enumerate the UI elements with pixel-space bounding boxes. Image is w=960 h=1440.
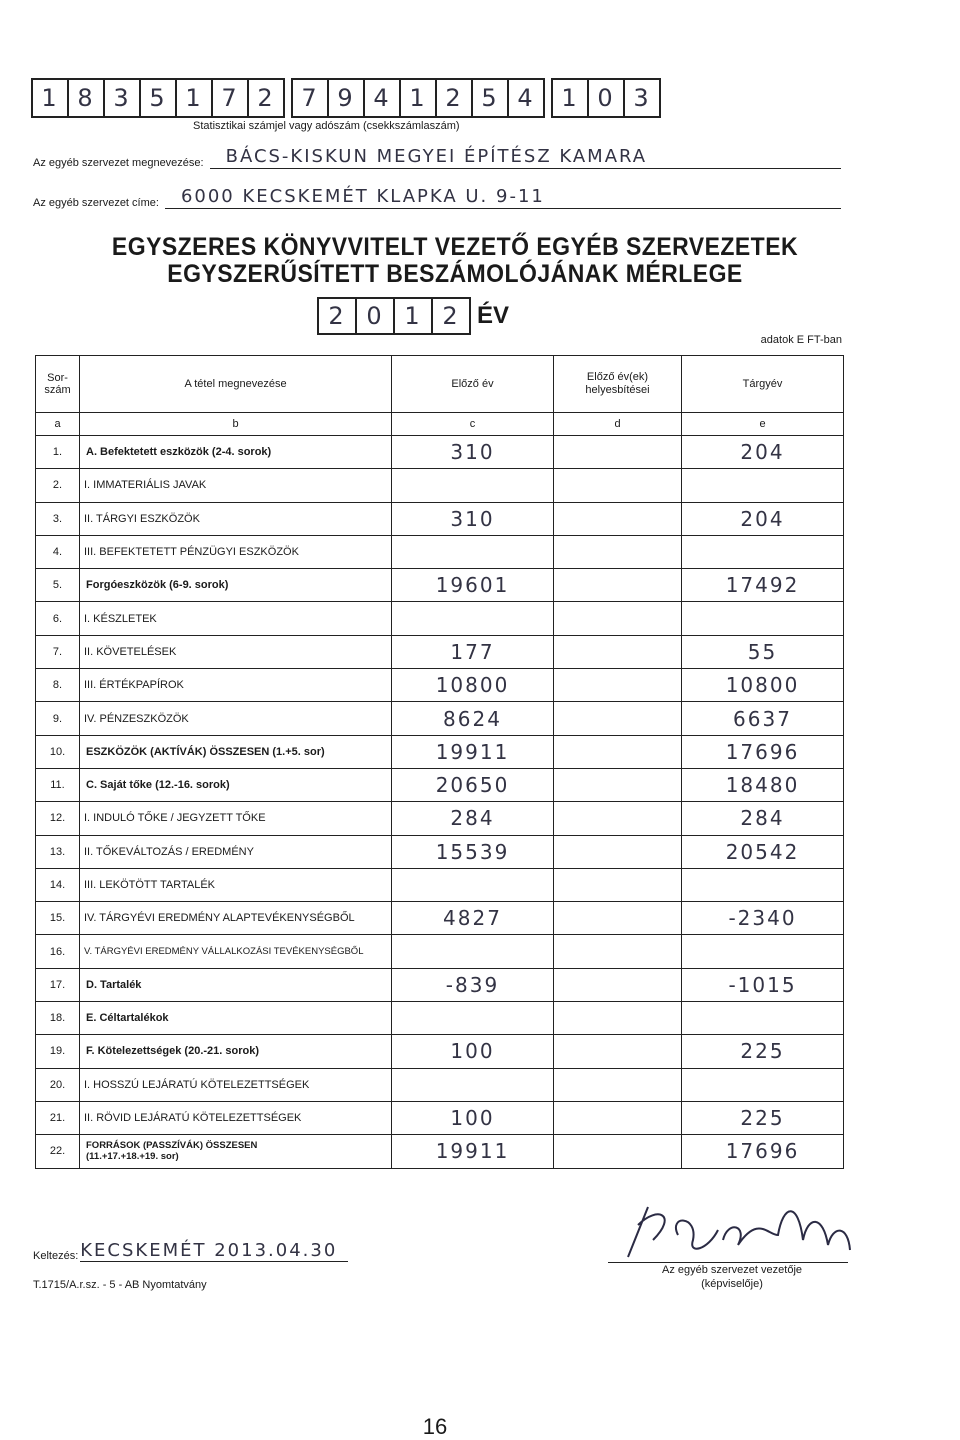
org-address-row	[33, 186, 841, 209]
row-previous-year-value: 4827	[392, 902, 554, 935]
row-previous-year-value: 100	[392, 1101, 554, 1134]
table-row	[36, 1035, 844, 1068]
tax-id-digit: 2	[435, 78, 473, 118]
row-adjustment-value	[554, 1135, 682, 1168]
tax-id-digit: 8	[67, 78, 105, 118]
table-row	[36, 635, 844, 668]
row-adjustment-value	[554, 669, 682, 702]
column-letter: a	[36, 413, 80, 436]
row-current-year-value: 225	[682, 1035, 844, 1068]
row-adjustment-value	[554, 902, 682, 935]
tax-id-caption: Statisztikai számjel vagy adószám (csekkszámlaszám)	[193, 120, 460, 132]
row-adjustment-value	[554, 436, 682, 469]
row-previous-year-value	[392, 868, 554, 901]
row-current-year-value: 55	[682, 635, 844, 668]
row-current-year-value	[682, 535, 844, 568]
row-previous-year-value	[392, 1002, 554, 1035]
row-adjustment-value	[554, 802, 682, 835]
row-previous-year-value: -839	[392, 968, 554, 1001]
table-row	[36, 802, 844, 835]
tax-id-digit: 1	[31, 78, 69, 118]
row-current-year-value: 20542	[682, 835, 844, 868]
row-current-year-value	[682, 1002, 844, 1035]
row-number: 1.	[36, 436, 80, 469]
row-item-name: II. RÖVID LEJÁRATÚ KÖTELEZETTSÉGEK	[80, 1101, 392, 1134]
column-letter: e	[682, 413, 844, 436]
row-current-year-value: -1015	[682, 968, 844, 1001]
row-number: 4.	[36, 535, 80, 568]
date-value: KECSKEMÉT 2013.04.30	[80, 1240, 348, 1262]
org-address-label: Az egyéb szervezet címe:	[33, 197, 159, 209]
table-row	[36, 835, 844, 868]
row-adjustment-value	[554, 868, 682, 901]
column-letter: d	[554, 413, 682, 436]
row-current-year-value	[682, 868, 844, 901]
tax-id-digit: 4	[363, 78, 401, 118]
row-current-year-value: -2340	[682, 902, 844, 935]
row-adjustment-value	[554, 469, 682, 502]
table-row	[36, 669, 844, 702]
row-item-name: F. Kötelezettségek (20.-21. sorok)	[80, 1035, 392, 1068]
row-item-name: II. TŐKEVÁLTOZÁS / EREDMÉNY	[80, 835, 392, 868]
row-item-name: III. BEFEKTETETT PÉNZÜGYI ESZKÖZÖK	[80, 535, 392, 568]
year-digits	[319, 297, 471, 335]
row-number: 7.	[36, 635, 80, 668]
row-item-name: I. KÉSZLETEK	[80, 602, 392, 635]
year-suffix: ÉV	[477, 302, 510, 329]
row-number: 17.	[36, 968, 80, 1001]
row-current-year-value: 17696	[682, 1135, 844, 1168]
balance-sheet-table	[35, 355, 844, 1169]
tax-id-digit: 1	[175, 78, 213, 118]
row-item-name: III. LEKÖTÖTT TARTALÉK	[80, 868, 392, 901]
row-previous-year-value: 8624	[392, 702, 554, 735]
row-current-year-value: 225	[682, 1101, 844, 1134]
row-number: 6.	[36, 602, 80, 635]
header-row	[36, 356, 844, 413]
row-item-name: ESZKÖZÖK (AKTÍVÁK) ÖSSZESEN (1.+5. sor)	[80, 735, 392, 768]
row-item-name: I. IMMATERIÁLIS JAVAK	[80, 469, 392, 502]
document-title-line1: EGYSZERES KÖNYVVITELT VEZETŐ EGYÉB SZERVEZETEK	[111, 233, 799, 261]
row-current-year-value: 17696	[682, 735, 844, 768]
tax-id-digit: 1	[551, 78, 589, 118]
org-address-value: 6000 KECSKEMÉT KLAPKA U. 9-11	[165, 186, 841, 209]
row-previous-year-value: 10800	[392, 669, 554, 702]
row-item-name: C. Saját tőke (12.-16. sorok)	[80, 768, 392, 801]
row-current-year-value: 284	[682, 802, 844, 835]
row-number: 2.	[36, 469, 80, 502]
table-row	[36, 702, 844, 735]
header-sorszam: Sor- szám	[36, 356, 80, 413]
table-row	[36, 569, 844, 602]
tax-id-digit: 4	[507, 78, 545, 118]
row-adjustment-value	[554, 569, 682, 602]
row-adjustment-value	[554, 768, 682, 801]
row-item-name: E. Céltartalékok	[80, 1002, 392, 1035]
row-number: 11.	[36, 768, 80, 801]
table-row	[36, 768, 844, 801]
row-number: 12.	[36, 802, 80, 835]
row-item-name: III. ÉRTÉKPAPÍROK	[80, 669, 392, 702]
tax-id-digit: 9	[327, 78, 365, 118]
table-row	[36, 469, 844, 502]
row-current-year-value	[682, 935, 844, 968]
table-row	[36, 1068, 844, 1101]
row-previous-year-value	[392, 469, 554, 502]
table-row	[36, 502, 844, 535]
row-item-name: IV. TÁRGYÉVI EREDMÉNY ALAPTEVÉKENYSÉGBŐL	[80, 902, 392, 935]
row-previous-year-value: 19911	[392, 1135, 554, 1168]
form-code: T.1715/A.r.sz. - 5 - AB Nyomtatvány	[33, 1279, 207, 1291]
year-digit: 2	[431, 297, 471, 335]
row-number: 9.	[36, 702, 80, 735]
table-row	[36, 1101, 844, 1134]
unit-note: adatok E FT-ban	[760, 334, 842, 346]
tax-id-digit: 1	[399, 78, 437, 118]
date-field	[33, 1240, 348, 1262]
header-current-year: Tárgyév	[682, 356, 844, 413]
row-item-name: V. TÁRGYÉVI EREDMÉNY VÁLLALKOZÁSI TEVÉKENYSÉGBŐL	[80, 935, 392, 968]
table-row	[36, 868, 844, 901]
header-item-name: A tétel megnevezése	[80, 356, 392, 413]
row-adjustment-value	[554, 535, 682, 568]
row-item-name: A. Befektetett eszközök (2-4. sorok)	[80, 436, 392, 469]
table-row	[36, 535, 844, 568]
header-previous-year: Előző év	[392, 356, 554, 413]
row-current-year-value	[682, 1068, 844, 1101]
row-previous-year-value: 19601	[392, 569, 554, 602]
org-name-value: BÁCS-KISKUN MEGYEI ÉPÍTÉSZ KAMARA	[210, 146, 841, 169]
tax-id-digit: 3	[103, 78, 141, 118]
row-adjustment-value	[554, 1068, 682, 1101]
row-adjustment-value	[554, 502, 682, 535]
row-previous-year-value: 20650	[392, 768, 554, 801]
table-row	[36, 902, 844, 935]
row-number: 14.	[36, 868, 80, 901]
row-previous-year-value	[392, 935, 554, 968]
row-item-name: II. TÁRGYI ESZKÖZÖK	[80, 502, 392, 535]
org-name-row	[33, 146, 841, 169]
row-item-name: D. Tartalék	[80, 968, 392, 1001]
row-number: 21.	[36, 1101, 80, 1134]
row-current-year-value: 6637	[682, 702, 844, 735]
row-number: 20.	[36, 1068, 80, 1101]
row-current-year-value	[682, 469, 844, 502]
document-title-line2: EGYSZERŰSÍTETT BESZÁMOLÓJÁNAK MÉRLEGE	[167, 260, 743, 288]
table-row	[36, 935, 844, 968]
year-digit: 1	[393, 297, 433, 335]
signature-caption: Az egyéb szervezet vezetője (képviselője)	[661, 1264, 803, 1290]
row-previous-year-value: 310	[392, 436, 554, 469]
row-number: 8.	[36, 669, 80, 702]
year-digit: 2	[317, 297, 357, 335]
row-adjustment-value	[554, 1035, 682, 1068]
row-item-name: II. KÖVETELÉSEK	[80, 635, 392, 668]
row-number: 15.	[36, 902, 80, 935]
row-previous-year-value: 284	[392, 802, 554, 835]
tax-id-digit: 3	[623, 78, 661, 118]
row-adjustment-value	[554, 835, 682, 868]
row-adjustment-value	[554, 935, 682, 968]
tax-id-digit: 0	[587, 78, 625, 118]
row-current-year-value: 17492	[682, 569, 844, 602]
row-item-name: I. INDULÓ TŐKE / JEGYZETT TŐKE	[80, 802, 392, 835]
column-letter: c	[392, 413, 554, 436]
row-previous-year-value: 310	[392, 502, 554, 535]
row-number: 18.	[36, 1002, 80, 1035]
year-digit: 0	[355, 297, 395, 335]
row-previous-year-value: 177	[392, 635, 554, 668]
tax-id-digit: 5	[139, 78, 177, 118]
row-previous-year-value: 100	[392, 1035, 554, 1068]
table-row	[36, 1135, 844, 1168]
date-label: Keltezés:	[33, 1250, 79, 1262]
row-adjustment-value	[554, 968, 682, 1001]
signature-image	[608, 1195, 858, 1265]
row-current-year-value	[682, 602, 844, 635]
tax-id-digit: 5	[471, 78, 509, 118]
table-row	[36, 968, 844, 1001]
tax-id-digit: 7	[291, 78, 329, 118]
table-row	[36, 602, 844, 635]
row-item-name: Forgóeszközök (6-9. sorok)	[80, 569, 392, 602]
table-row	[36, 735, 844, 768]
row-number: 3.	[36, 502, 80, 535]
row-current-year-value: 204	[682, 502, 844, 535]
tax-id-boxes	[33, 78, 661, 118]
org-name-label: Az egyéb szervezet megnevezése:	[33, 157, 204, 169]
year-boxes	[319, 297, 509, 335]
row-item-name: I. HOSSZÚ LEJÁRATÚ KÖTELEZETTSÉGEK	[80, 1068, 392, 1101]
header-adjustments: Előző év(ek) helyesbítései	[554, 356, 682, 413]
row-number: 10.	[36, 735, 80, 768]
row-current-year-value: 18480	[682, 768, 844, 801]
row-previous-year-value	[392, 1068, 554, 1101]
row-current-year-value: 10800	[682, 669, 844, 702]
row-adjustment-value	[554, 1002, 682, 1035]
row-item-name: FORRÁSOK (PASSZÍVÁK) ÖSSZESEN (11.+17.+18.+19. sor)	[80, 1135, 392, 1168]
row-number: 22.	[36, 1135, 80, 1168]
tax-id-digit: 7	[211, 78, 249, 118]
row-item-name: IV. PÉNZESZKÖZÖK	[80, 702, 392, 735]
row-adjustment-value	[554, 1101, 682, 1134]
row-adjustment-value	[554, 735, 682, 768]
table-row	[36, 436, 844, 469]
row-adjustment-value	[554, 702, 682, 735]
page-number: 16	[422, 1414, 448, 1439]
row-number: 13.	[36, 835, 80, 868]
row-previous-year-value	[392, 535, 554, 568]
row-previous-year-value	[392, 602, 554, 635]
row-current-year-value: 204	[682, 436, 844, 469]
row-previous-year-value: 19911	[392, 735, 554, 768]
row-adjustment-value	[554, 635, 682, 668]
row-number: 5.	[36, 569, 80, 602]
row-previous-year-value: 15539	[392, 835, 554, 868]
table-row	[36, 1002, 844, 1035]
column-letter-row	[36, 413, 844, 436]
row-adjustment-value	[554, 602, 682, 635]
tax-id-digit: 2	[247, 78, 285, 118]
row-number: 16.	[36, 935, 80, 968]
row-number: 19.	[36, 1035, 80, 1068]
column-letter: b	[80, 413, 392, 436]
